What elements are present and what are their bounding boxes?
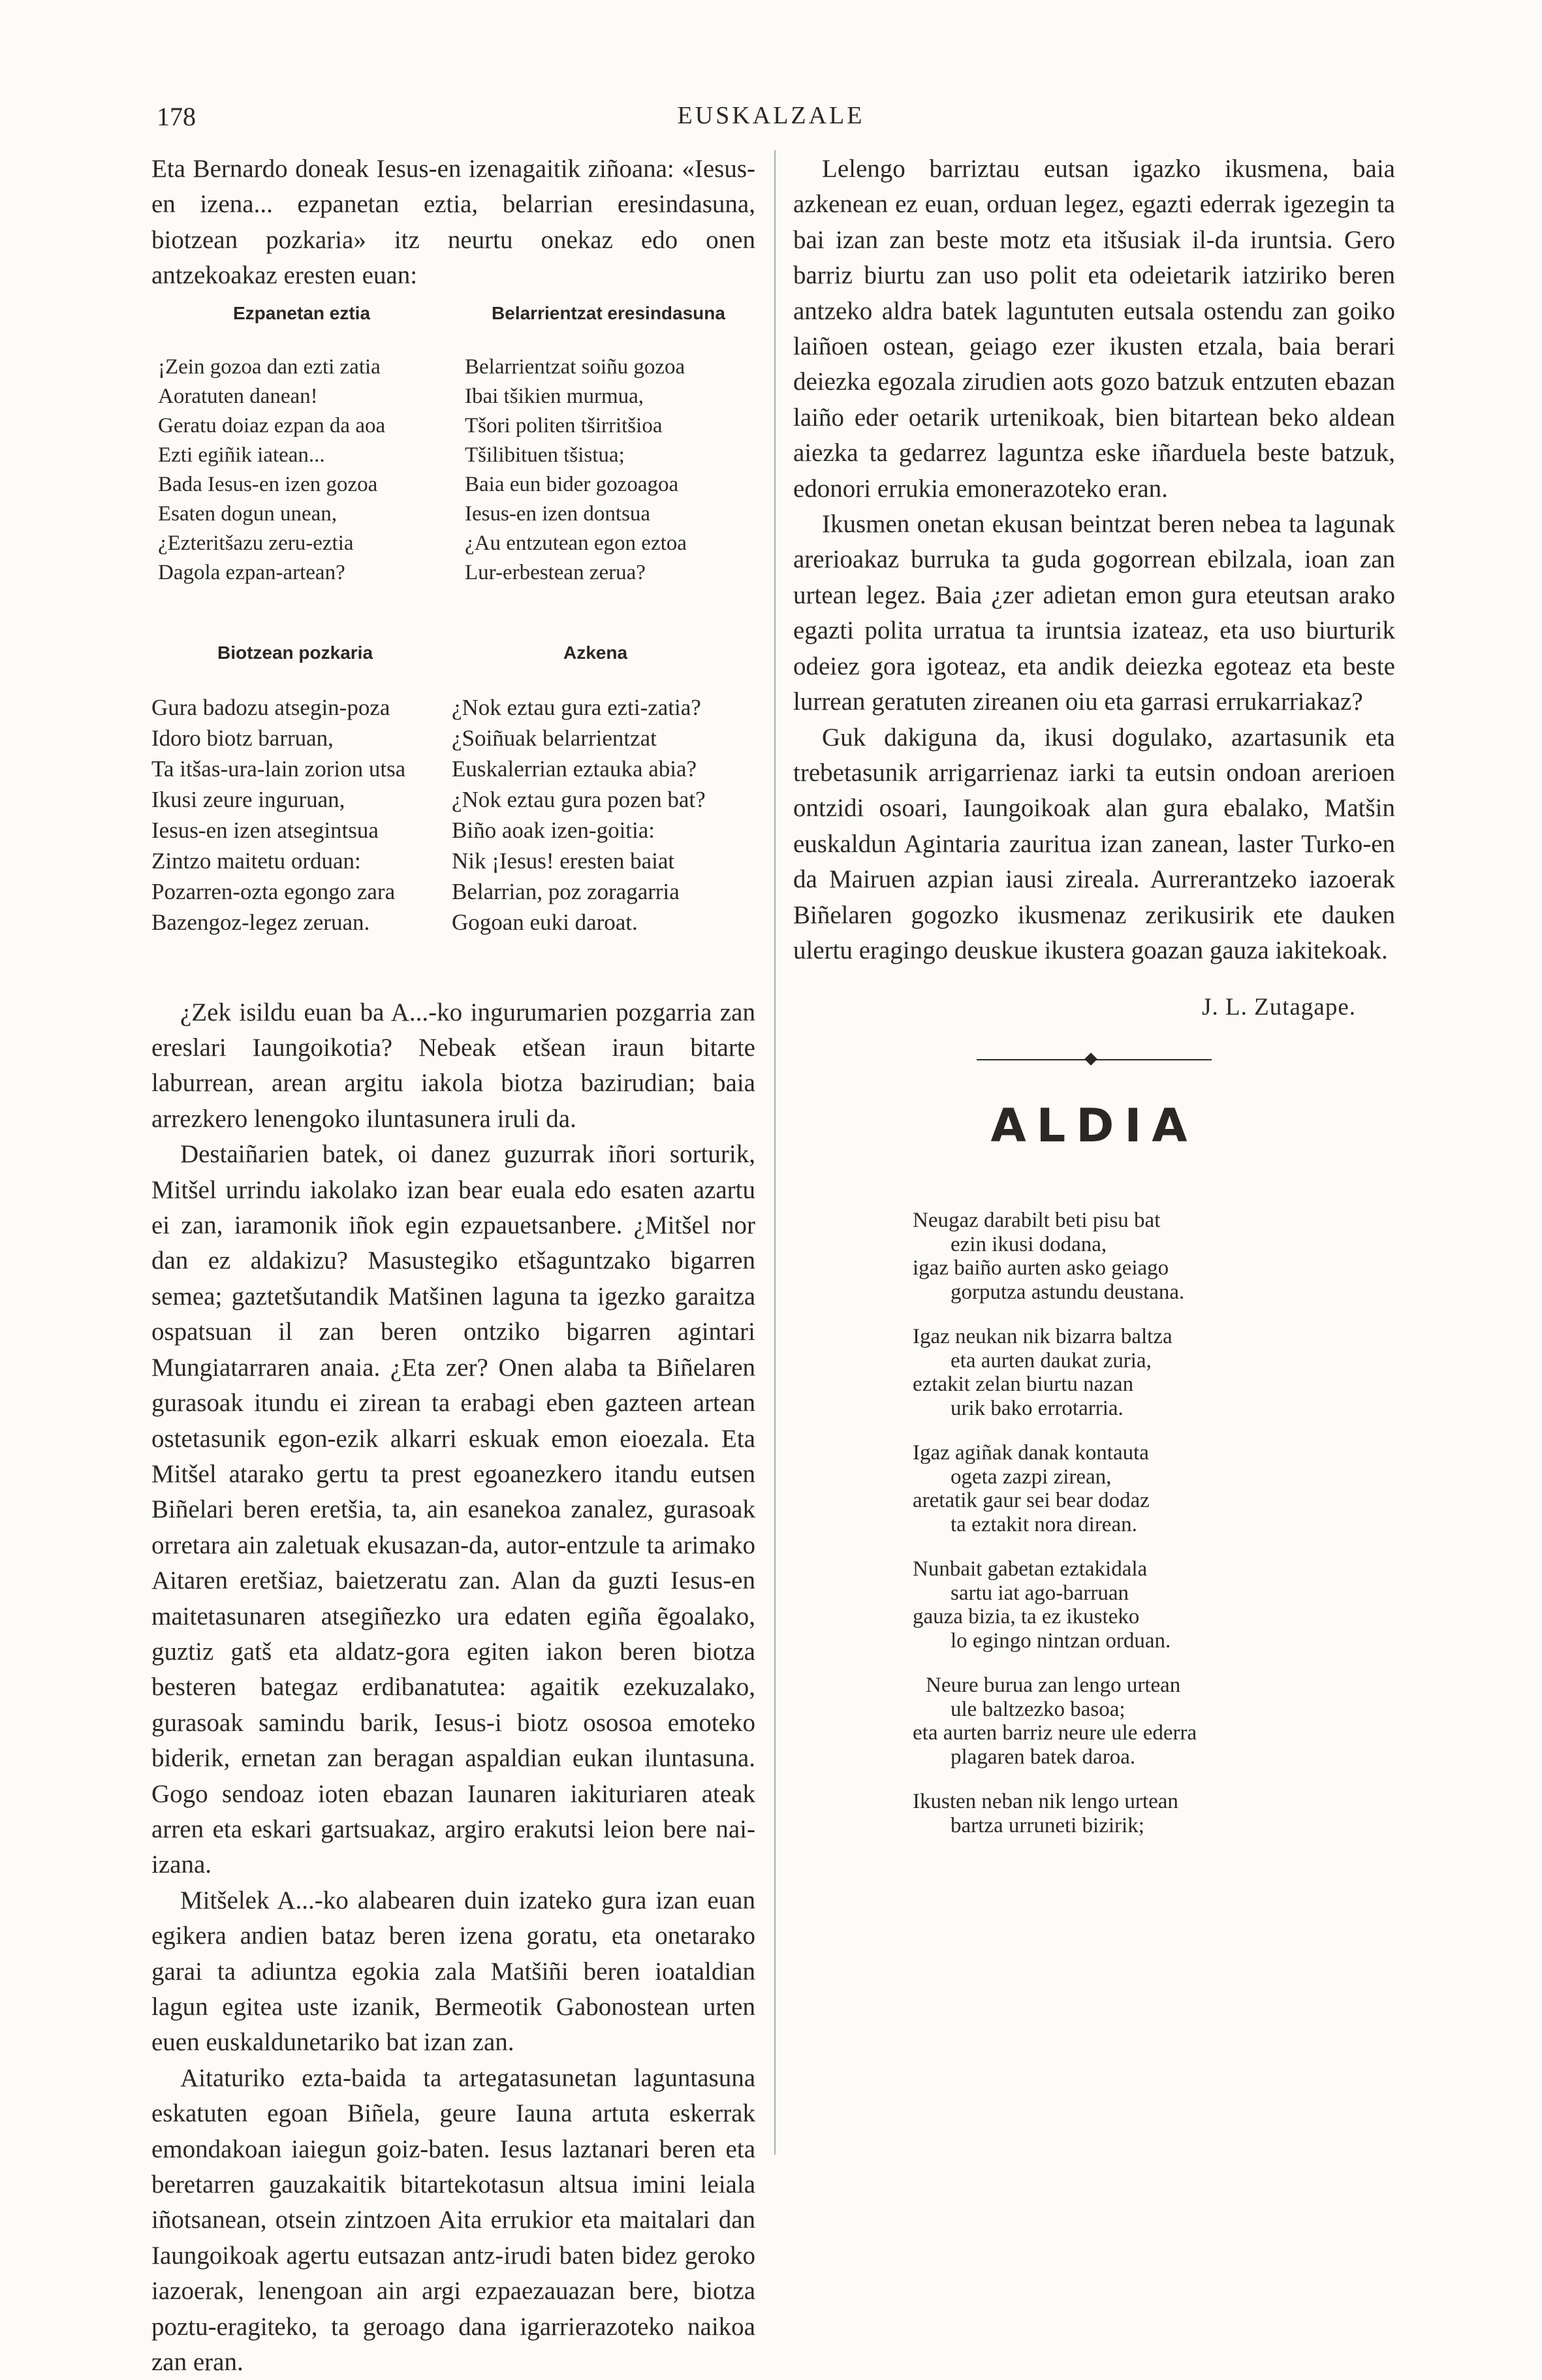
body-paragraph: Aitaturiko ezta-baida ta artegatasunetan laguntasuna eskatuten egoan Biñela, geure Iauna artuta eskerrak emondakoan iaiegun goiz-baten. Iesus laztanari beren eta beretarren gauzakaitik bitartekotasun altsua imini leiala iñotsanean, otsein zintzoen Aita errukior eta maitalari dan Iaungoikoak agertu eutsazan antz-irudi baten bidez geroko iazoerak, lenengoan ain argi ezpaezauazan bere, biotza poztu-eragiteko, ta geroago dana igarrierazoteko naikoa zan eran. [151, 2063, 755, 2377]
poem-line: Gogoan euki daroat. [452, 909, 638, 935]
verse-line: Neure burua zan lengo urtean [926, 1674, 1181, 1698]
poem-line: Ikusi zeure inguruan, [151, 786, 345, 812]
poem-line: Zintzo maitetu orduan: [151, 848, 361, 874]
poem-line: Esaten dogun unean, [158, 501, 338, 526]
poem-belarrientzat-eresindasuna [465, 303, 752, 588]
poem-line: ¿Au entzutean egon eztoa [465, 531, 687, 555]
verse-line: plagaren batek daroa. [951, 1745, 1136, 1769]
verse-line: Ikusten neban nik lengo urtean [913, 1790, 1178, 1814]
poem-line: ¿Soiñuak belarrientzat [452, 725, 657, 751]
verse-line: ogeta zazpi zirean, [951, 1465, 1112, 1489]
verse-line: eztakit zelan biurtu nazan [913, 1372, 1134, 1397]
verse-line: Igaz agiñak danak kontauta [913, 1441, 1149, 1465]
body-paragraph: Ikusmen onetan ekusan beintzat beren nebea ta lagunak arerioakaz burruka ta guda gogorrean ebilzala, ioan zan urtean legez. Baia ¿zer adietan emon gura eteutsan arako egazti polita urratua ta iruntsia izateaz, eta uso biurturik odeiez gora igoteaz, eta andik deiezka egoteaz eta beste lurrean geratuten zireanen oiu eta garrasi errukarriakaz? [793, 510, 1395, 716]
verse-line: urik bako errotarria. [951, 1396, 1124, 1420]
diamond-ornament-icon [1084, 1053, 1097, 1066]
intro [151, 151, 755, 294]
poem-line: Baia eun bider gozoagoa [465, 472, 679, 496]
body-paragraph: Destaiñarien batek, oi danez guzurrak iñori sorturik, Mitšel urrindu iakolako izan bear euala edo esaten azartu ei zan, iaramonik iñok egin ezpauetsanbere. ¿Mitšel nor dan ez aldakizu? Masustegiko etšaguntzako bigarren semea; gaztetšutandik Matšinen laguna ta igezko garaitza ospatsuan il zan beren ontziko bigarren agintari Mungiatarraren anaia. ¿Eta zer? Onen alaba ta Biñelaren gurasoak itundu ei zirean ta erabagi eben gazteen artean ostetasunik egon-ezik alkarri eskuak emon eioezala. Eta Mitšel atarako gertu ta prest egoanezkero itandu eutsen Biñelari beren eretšia, ta, ain esanekoa zanalez, gurasoak orretara ain zaletuak ekusazan-da, autor-entzule ta arimako Aitaren eretšiaz, baietzeratu zan. Alan da guzti Iesus-en maitetasunaren atsegiñezko ura edaten egiña ẽgoalako, guztiz gatš eta aldatz-gora egiten iakon beren biotza besteren bategaz erdibanatutea: agaitik ezekuzalako, gurasoak samindu barik, Iesus-i biotz ososoa emoteko biderik, ernetan zan beragan aspaldian eukan iluntasuna. Gogo sendoaz ioten ebazan Iaunaren iakituriaren ateak arren eta eskari gartsuakaz, argiro erakutsi leion bere nai-izana. [151, 1140, 755, 1879]
poem-line: Pozarren-ozta egongo zara [151, 878, 396, 904]
poem-line: ¡Zein gozoa dan ezti zatia [158, 355, 381, 379]
left-body [151, 995, 755, 2380]
body-paragraph: Mitšelek A...-ko alabearen duin izateko gura izan euan egikera andien bataz beren izena goratu, eta onetarako garai ta adiuntza egokia zala Matšiñi beren ioataldian lagun egitea uste izanik, Bermeotik Gabonostean urten euen euskaldunetariko bat izan zan. [151, 1886, 755, 2057]
body-paragraph: Lelengo barriztau eutsan igazko ikusmena, baia azkenean ez euan, orduan legez, egazti ederrak igezegin ta bai izan zan beste motz eta itšusiak il-da iruntsia. Gero barriz biurtu zan uso polit eta odeietarik iatziriko beren antzeko aldra batek laguntuten eutsala ostendu zan goiko laiñoen ostean, geiago ezer ikusten etzala, baia berari deiezka egozala zirudien aots gozo batzuk entzuten ebazan laiño eder oetarik urtenikoak, bien bitartean beko aldean aiezka ta gedarrez laguntza eske iñarduela beste batzuk, edonori errukia emonerazoteko eran. [793, 155, 1395, 503]
verse-line: ezin ikusi dodana, [951, 1232, 1107, 1256]
right-body [793, 151, 1395, 968]
poem-line: Bada Iesus-en izen gozoa [158, 472, 378, 496]
body-paragraph: Guk dakiguna da, ikusi dogulako, azartasunik eta trebetasunik arrigarrienaz iarki ta eutsin ondoan arerioen ontzidi osoari, Iaungoikoak alan gura ebalako, Matšin euskaldun Agintaria zauritua izan zanean, laster Turko-en da Mairuen azpian iausi zireala. Aurrerantzeko iazoerak Biñelaren gogozko ikusmenaz zerikusirik ete dauken ulertu eragingo deuskue ikustera goazan gauza iakitekoak. [793, 723, 1395, 964]
poem-title: Belarrientzat eresindasuna [492, 302, 725, 323]
verse-line: lo egingo nintzan orduan. [951, 1628, 1171, 1653]
poem-biotzean-pozkaria [151, 643, 439, 938]
poem-line: Belarrientzat soiñu gozoa [465, 355, 685, 379]
poem-ezpanetan-eztia [158, 303, 445, 588]
verse-line: igaz baiño aurten asko geiago [913, 1256, 1169, 1280]
poem-line: Tšilibituen tšistua; [465, 443, 625, 467]
verse-line: ule baltzezko basoa; [951, 1697, 1125, 1721]
poem-line: ¿Ezteritšazu zeru-eztia [158, 531, 354, 555]
verse-line: aretatik gaur sei bear dodaz [913, 1489, 1150, 1513]
stanza [913, 1557, 1395, 1653]
stanza [913, 1325, 1395, 1420]
verse-line: ta eztakit nora direan. [951, 1512, 1137, 1536]
column-rule [774, 150, 776, 2155]
verse-line: sartu iat ago-barruan [951, 1581, 1129, 1605]
body-paragraph: ¿Zek isildu euan ba A...-ko ingurumarien pozgarria zan ereslari Iaungoikotia? Nebeak etšean iraun bitarte laburrean, arean argitu iakola biotza bazirudian; baia arrezkero lenengoko iluntasunera iruli da. [151, 998, 755, 1133]
poem-line: Nik ¡Iesus! eresten baiat [452, 848, 675, 874]
aldia-poem [913, 1209, 1395, 1837]
poem-line: Dagola ezpan-artean? [158, 560, 345, 584]
poem-line: Iesus-en izen atsegintsua [151, 817, 379, 843]
verse-line: Nunbait gabetan eztakidala [913, 1557, 1148, 1581]
poem-line: ¿Nok eztau gura ezti-zatia? [452, 694, 701, 720]
left-column [151, 151, 755, 2380]
stanza [913, 1209, 1395, 1304]
verse-line: gauza bizia, ta ez ikusteko [913, 1605, 1140, 1629]
ornamental-divider [977, 1053, 1212, 1066]
poem-line: Idoro biotz barruan, [151, 725, 334, 751]
author-signature: J. L. Zutagape. [1202, 994, 1356, 1021]
poem-line: Ibai tšikien murmua, [465, 384, 644, 408]
verse-line: Igaz neukan nik bizarra baltza [913, 1325, 1172, 1349]
poem-line: Gura badozu atsegin-poza [151, 694, 390, 720]
poem-line: Geratu doiaz ezpan da aoa [158, 413, 386, 437]
poem-line: Ezti egiñik iatean... [158, 443, 325, 467]
verse-line: gorputza astundu deustana. [951, 1280, 1185, 1304]
stanza [913, 1790, 1395, 1837]
poem-line: Lur-erbestean zerua? [465, 560, 646, 584]
poem-line: ¿Nok eztau gura pozen bat? [452, 786, 706, 812]
poem-azkena [452, 643, 739, 938]
poem-title: Biotzean pozkaria [217, 642, 373, 663]
verse-line: bartza urruneti bizirik; [951, 1813, 1144, 1837]
verse-line: eta aurten barriz neure ule ederra [913, 1721, 1197, 1745]
poem-line: Belarrian, poz zoragarria [452, 878, 680, 904]
verse-line: eta aurten daukat zuria, [951, 1348, 1152, 1372]
poem-title: Ezpanetan eztia [232, 302, 371, 323]
running-title: EUSKALZALE [677, 102, 865, 129]
page-number: 178 [157, 102, 196, 131]
poem-line: Iesus-en izen dontsua [465, 501, 651, 526]
poems-block [151, 303, 755, 995]
poem-line: Biño aoak izen-goitia: [452, 817, 655, 843]
poem-line: Tšori politen tširritšioa [465, 413, 663, 437]
intro-paragraph: Eta Bernardo doneak Iesus-en izenagaitik ziñoana: «Iesus-en izena... ezpanetan eztia, belarrian eresindasuna, biotzean pozkaria» itz neurtu onekaz edo onen antzekoakaz eresten euan: [151, 155, 755, 290]
section-heading-aldia: ALDIA [990, 1099, 1198, 1153]
stanza [913, 1441, 1395, 1536]
poem-line: Euskalerrian eztauka abia? [452, 755, 697, 782]
right-column [793, 151, 1395, 1858]
poem-line: Aoratuten danean! [158, 384, 318, 408]
stanza [913, 1674, 1395, 1769]
poem-line: Ta itšas-ura-lain zorion utsa [151, 755, 406, 782]
poem-line: Bazengoz-legez zeruan. [151, 909, 370, 935]
poem-title: Azkena [563, 642, 628, 663]
verse-line: Neugaz darabilt beti pisu bat [913, 1209, 1161, 1233]
